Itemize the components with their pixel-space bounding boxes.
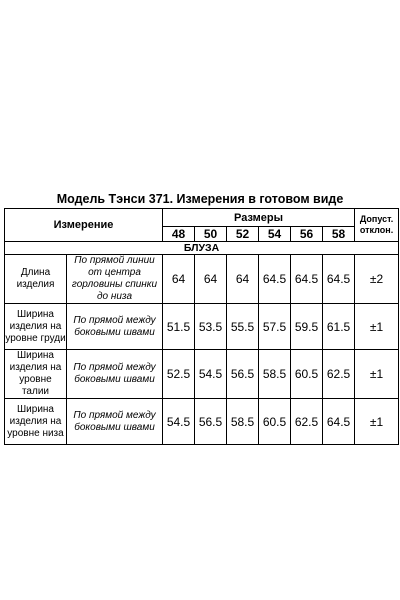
measurement-name: Длина изделия [5, 255, 67, 304]
value-cell: 61.5 [323, 304, 355, 350]
value-cell: 64 [227, 255, 259, 304]
value-cell: 64.5 [323, 255, 355, 304]
value-cell: 64 [163, 255, 195, 304]
size-header-cell: 48 [163, 227, 195, 242]
table-row [5, 255, 399, 304]
value-cell: 60.5 [291, 350, 323, 399]
measurement-method: По прямой линии от центра горловины спинки до низа [67, 255, 163, 304]
value-cell: 64.5 [291, 255, 323, 304]
value-cell: 64 [195, 255, 227, 304]
table-row [5, 350, 399, 399]
value-cell: 56.5 [195, 399, 227, 445]
value-cell: 60.5 [259, 399, 291, 445]
measurement-name: Ширина изделия на уровне талии [5, 350, 67, 399]
table-row [5, 304, 399, 350]
header-measurement: Измерение [5, 209, 163, 242]
value-cell: 51.5 [163, 304, 195, 350]
measurement-method: По прямой между боковыми швами [67, 399, 163, 445]
tolerance-cell: ±1 [355, 350, 399, 399]
measurement-name: Ширина изделия на уровне груди [5, 304, 67, 350]
value-cell: 53.5 [195, 304, 227, 350]
value-cell: 56.5 [227, 350, 259, 399]
tolerance-cell: ±2 [355, 255, 399, 304]
table-row [5, 399, 399, 445]
tolerance-cell: ±1 [355, 399, 399, 445]
size-header-cell: 58 [323, 227, 355, 242]
value-cell: 64.5 [259, 255, 291, 304]
size-header-cell: 52 [227, 227, 259, 242]
section-label: БЛУЗА [5, 242, 399, 255]
document-title: Модель Тэнси 371. Измерения в готовом виде [56, 192, 344, 206]
tolerance-cell: ±1 [355, 304, 399, 350]
size-header-cell: 54 [259, 227, 291, 242]
value-cell: 59.5 [291, 304, 323, 350]
size-header-cell: 56 [291, 227, 323, 242]
value-cell: 54.5 [163, 399, 195, 445]
size-header-cell: 50 [195, 227, 227, 242]
value-cell: 55.5 [227, 304, 259, 350]
header-sizes: Размеры [163, 209, 355, 227]
value-cell: 62.5 [323, 350, 355, 399]
measurement-method: По прямой между боковыми швами [67, 350, 163, 399]
value-cell: 62.5 [291, 399, 323, 445]
value-cell: 64.5 [323, 399, 355, 445]
value-cell: 58.5 [259, 350, 291, 399]
value-cell: 58.5 [227, 399, 259, 445]
measurements-table [4, 208, 399, 445]
measurement-method: По прямой между боковыми швами [67, 304, 163, 350]
value-cell: 52.5 [163, 350, 195, 399]
value-cell: 57.5 [259, 304, 291, 350]
measurement-name: Ширина изделия на уровне низа [5, 399, 67, 445]
header-tolerance: Допуст. отклон. [355, 209, 399, 242]
value-cell: 54.5 [195, 350, 227, 399]
